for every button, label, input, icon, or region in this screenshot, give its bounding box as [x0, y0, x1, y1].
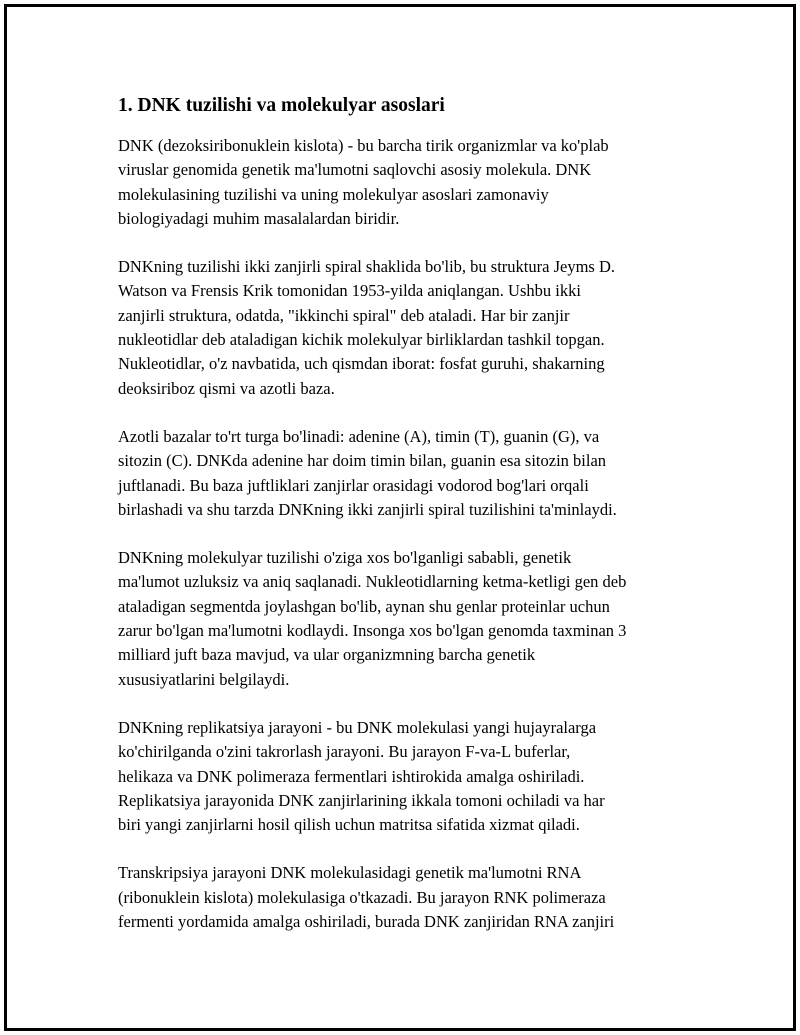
text-line: Watson va Frensis Krik tomonidan 1953-yilda aniqlangan. Ushbu ikki: [118, 281, 581, 301]
text-line: helikaza va DNK polimeraza fermentlari ishtirokida amalga oshiriladi.: [118, 766, 585, 786]
text-line: xususiyatlarini belgilaydi.: [118, 669, 290, 689]
text-line: viruslar genomida genetik ma'lumotni saqlovchi asosiy molekula. DNK: [118, 160, 592, 180]
text-line: biri yangi zanjirlarni hosil qilish uchun matritsa sifatida xizmat qiladi.: [118, 815, 580, 835]
text-line: biologiyadagi muhim masalalardan biridir.: [118, 208, 400, 228]
text-line: deoksiriboz qismi va azotli baza.: [118, 378, 335, 398]
text-line: DNKning tuzilishi ikki zanjirli spiral shaklida bo'lib, bu struktura Jeyms D.: [118, 257, 615, 277]
paragraph-structure: [118, 255, 698, 401]
text-line: Transkripsiya jarayoni DNK molekulasidagi genetik ma'lumotni RNA: [118, 863, 582, 883]
text-line: birlashadi va shu tarzda DNKning ikki zanjirli spiral tuzilishini ta'minlaydi.: [118, 499, 617, 519]
text-line: molekulasining tuzilishi va uning molekulyar asoslari zamonaviy: [118, 184, 549, 204]
paragraph-transcription: [118, 861, 698, 934]
text-line: zarur bo'lgan ma'lumotni kodlaydi. Insonga xos bo'lgan genomda taxminan 3: [118, 621, 627, 641]
text-line: DNKning replikatsiya jarayoni - bu DNK molekulasi yangi hujayralarga: [118, 717, 597, 737]
text-line: milliard juft baza mavjud, va ular organizmning barcha genetik: [118, 645, 536, 665]
text-line: fermenti yordamida amalga oshiriladi, burada DNK zanjiridan RNA zanjiri: [118, 912, 615, 932]
text-line: DNK (dezoksiribonuklein kislota) - bu barcha tirik organizmlar va ko'plab: [118, 136, 609, 155]
text-line: sitozin (C). DNKda adenine har doim timin bilan, guanin esa sitozin bilan: [118, 451, 607, 471]
paragraph-bases: [118, 425, 698, 522]
paragraph-replication: [118, 716, 698, 837]
paragraph-intro: [118, 134, 698, 231]
text-line: Replikatsiya jarayonida DNK zanjirlarining ikkala tomoni ochiladi va har: [118, 790, 605, 810]
paragraph-molecular: [118, 546, 698, 692]
text-line: Nukleotidlar, o'z navbatida, uch qismdan iborat: fosfat guruhi, shakarning: [118, 354, 605, 374]
text-line: Azotli bazalar to'rt turga bo'linadi: adenine (A), timin (T), guanin (G), va: [118, 426, 600, 446]
text-line: (ribonuklein kislota) molekulasiga o'tkazadi. Bu jarayon RNK polimeraza: [118, 887, 606, 907]
text-line: zanjirli struktura, odatda, "ikkinchi spiral" deb ataladi. Har bir zanjir: [118, 305, 570, 325]
text-line: ko'chirilganda o'zini takrorlash jarayoni. Bu jarayon F-va-L buferlar,: [118, 742, 571, 762]
section-heading: 1. DNK tuzilishi va molekulyar asoslari: [118, 95, 445, 116]
text-line: DNKning molekulyar tuzilishi o'ziga xos bo'lganligi sababli, genetik: [118, 548, 572, 568]
document-body: [118, 94, 698, 958]
text-line: ataladigan segmentda joylashgan bo'lib, aynan shu genlar proteinlar uchun: [118, 596, 610, 616]
text-line: nukleotidlar deb ataladigan kichik molekulyar birliklardan tashkil topgan.: [118, 330, 605, 350]
text-line: juftlanadi. Bu baza juftliklari zanjirlar orasidagi vodorod bog'lari orqali: [118, 475, 589, 495]
text-line: ma'lumot uzluksiz va aniq saqlanadi. Nukleotidlarning ketma-ketligi gen deb: [118, 572, 627, 592]
